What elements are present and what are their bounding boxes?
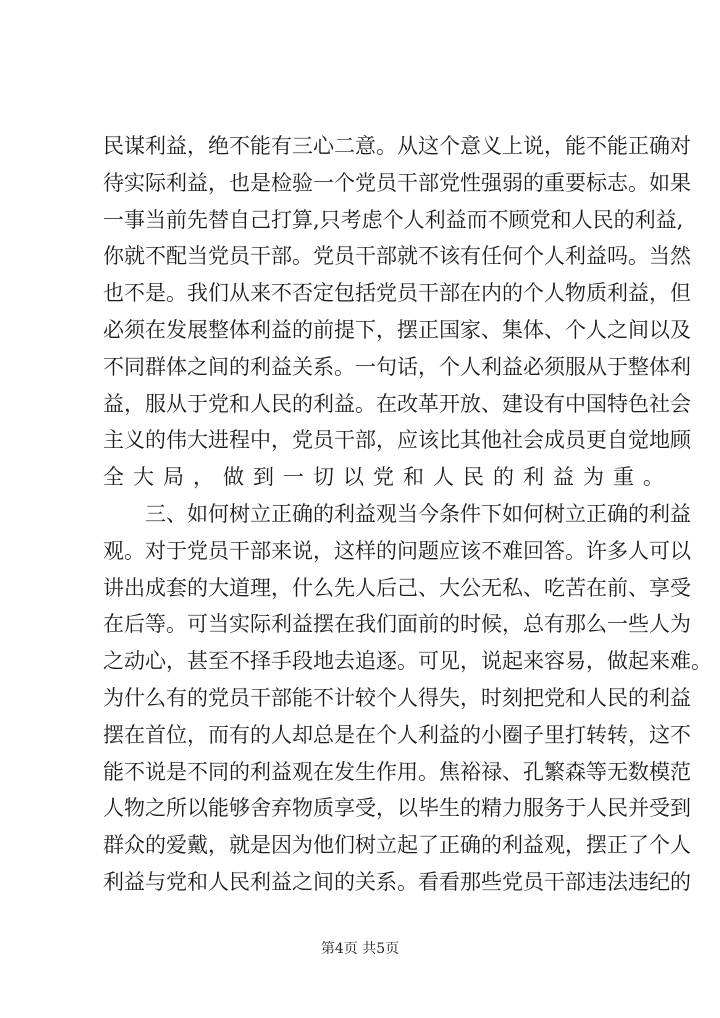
text-line: 民谋利益，绝不能有三心二意。从这个意义上说，能不能正确对: [103, 134, 691, 158]
text-line: 观。对于党员干部来说，这样的问题应该不难回答。许多人可以: [103, 538, 691, 563]
section-heading-line: 三、如何树立正确的利益观当今条件下如何树立正确的利益: [145, 501, 691, 526]
paragraph: [103, 128, 691, 496]
text-line: 为什么有的党员干部能不计较个人得失，时刻把党和人民的利益: [103, 685, 691, 710]
text-line: 在后等。可当实际利益摆在我们面前的时候，总有那么一些人为: [103, 612, 691, 637]
text-line: 主义的伟大进程中，党员干部，应该比其他社会成员更自觉地顾: [103, 428, 691, 453]
text-line: 摆在首位，而有的人却总是在个人利益的小圈子里打转转，这不: [103, 722, 691, 747]
text-line: 待实际利益，也是检验一个党员干部党性强弱的重要标志。如果: [103, 170, 691, 195]
text-line: 全大局，做到一切以党和人民的利益为重。: [103, 465, 673, 490]
text-line: 你就不配当党员干部。党员干部就不该有任何个人利益吗。当然: [103, 244, 691, 269]
paragraph: [103, 496, 712, 901]
document-page: [103, 128, 712, 901]
text-line: 一事当前先替自己打算,只考虑个人利益而不顾党和人民的利益,: [103, 207, 684, 232]
text-line: 不同群体之间的利益关系。一句话，个人利益必须服从于整体利: [103, 354, 691, 379]
text-line: 人物之所以能够舍弃物质享受，以毕生的精力服务于人民并受到: [103, 796, 691, 821]
text-line: 利益与党和人民利益之间的关系。看看那些党员干部违法违纪的: [103, 869, 691, 894]
text-line: 讲出成套的大道理，什么先人后己、大公无私、吃苦在前、享受: [103, 575, 691, 600]
page-number-footer: 第4页 共5页: [320, 941, 400, 957]
text-line: 益，服从于党和人民的利益。在改革开放、建设有中国特色社会: [103, 391, 691, 416]
text-line: 必须在发展整体利益的前提下，摆正国家、集体、个人之间以及: [103, 317, 691, 342]
text-line: 群众的爱戴，就是因为他们树立起了正确的利益观，摆正了个人: [103, 833, 691, 858]
text-line: 也不是。我们从来不否定包括党员干部在内的个人物质利益，但: [103, 281, 691, 306]
text-line: 能不说是不同的利益观在发生作用。焦裕禄、孔繁森等无数模范: [103, 759, 691, 784]
text-line: 之动心，甚至不择手段地去追逐。可见，说起来容易，做起来难。: [103, 649, 712, 674]
